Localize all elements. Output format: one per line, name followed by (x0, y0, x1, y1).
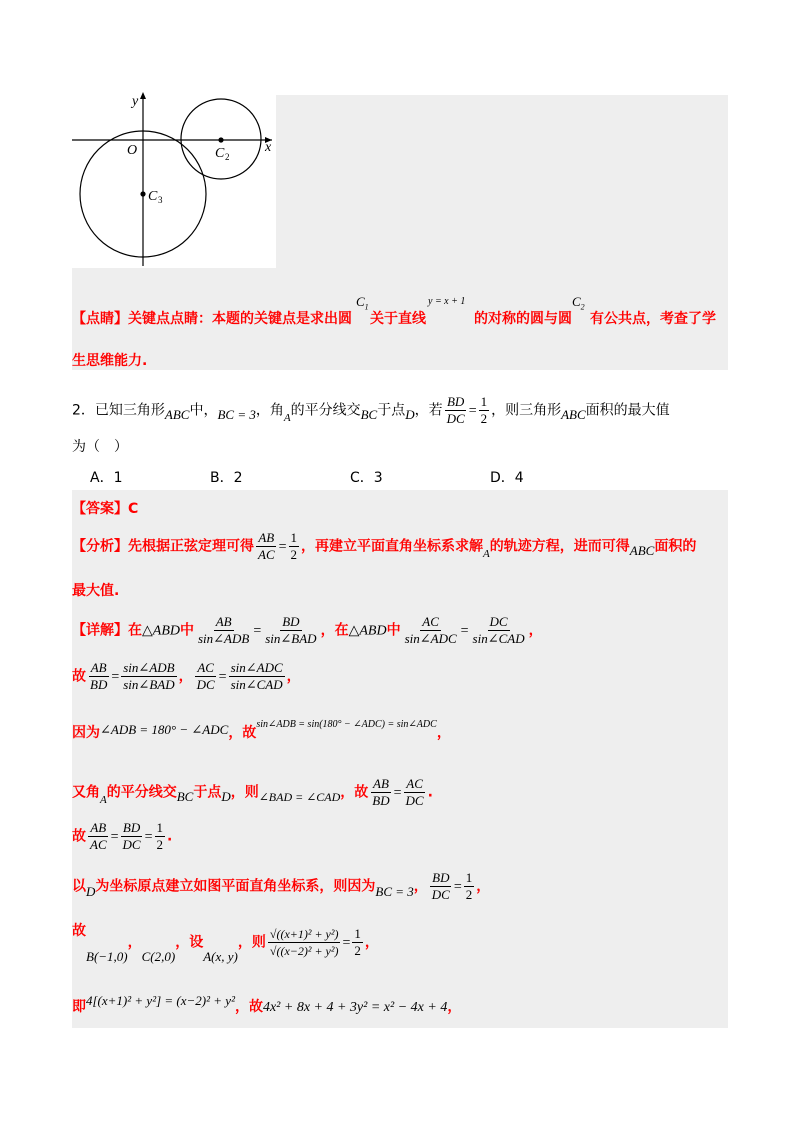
detail-row-7-math: B(−1,0)，C(2,0)，设A(x, y)，则 $\frac{\text{√((x+1)² + y²)}}{\text{√((x−2)² + y²)}}$ = $\frac{1}{2}$ ， (86, 926, 379, 964)
answer-value: C (128, 501, 139, 517)
note-line-eq: y = x + 1 (428, 296, 466, 307)
figure-svg (72, 88, 276, 268)
x-axis-label: x (265, 140, 272, 155)
answer-tag: 【答案】 (72, 501, 128, 517)
detail-tag: 【详解】 (72, 622, 128, 639)
y-axis-arrow (140, 92, 146, 99)
note-line-1 (72, 308, 352, 328)
note-text-a: 关键点点睛：本题的关键点是求出圆 (128, 311, 352, 327)
c2-label: C (215, 146, 225, 161)
detail-row-6: 以D为坐标原点建立如图平面直角坐标系，则因为BC = 3， $\frac{BD}{DC}$ = $\frac{1}{2}$ ， (72, 870, 491, 902)
detail-row-1: 【详解】在△ABD中 $\frac{AB}{\text{sin∠ADB}}$ = $\frac{BD}{\text{sin∠BAD}}$ ，在△ABD中 $\frac{AC}{\text{sin∠ADC}}$ = $\frac{DC}{\text{sin∠CAD}}$ ， (72, 614, 543, 646)
note-text-b: 关于直线 (370, 311, 426, 327)
detail-row-8: 即4[(x+1)² + y²] = (x−2)² + y²，故4x² + 8x + 4 + 3y² = x² − 4x + 4， (72, 993, 462, 1015)
detail-row-3: 因为∠ADB = 180° − ∠ADC，故$^{sin\angle ADB = sin(180^\circ - \angle ADC) = sin\angle ADC}$， (72, 719, 451, 741)
question-line-1: 2．已知三角形ABC中，BC = 3，角$_A$的平分线交BC于点D，若 $\frac{BD}{DC}$ = $\frac{1}{2}$ ，则三角形ABC面积的最大值 (72, 394, 670, 426)
detail-row-4: 又角$_A$的平分线交BC于点D，则∠BAD = ∠CAD，故 $\frac{AB}{BD}$ = $\frac{AC}{DC}$ . (72, 776, 433, 808)
y-axis-label: y (132, 94, 139, 109)
center-c3-dot (140, 191, 145, 196)
circle-figure (72, 88, 276, 268)
note-c1: $C_1$ (356, 294, 369, 312)
analysis-line-1: 【分析】先根据正弦定理可得 $\frac{AB}{AC}$ = $\frac{1}{2}$ ，再建立平面直角坐标系求解$_A$的轨迹方程，进而可得ABC面积的 (72, 530, 697, 562)
option-b[interactable]: B．2 (210, 470, 243, 486)
detail-row-2: 故 $\frac{AB}{BD}$ = $\frac{\text{sin∠ADB}}{\text{sin∠BAD}}$ ， $\frac{AC}{DC}$ = $\frac{\text{sin∠ADC}}{\text{sin∠CAD}}$ ， (72, 660, 301, 692)
origin-label: O (127, 143, 138, 158)
note-tag: 【点睛】 (72, 311, 128, 327)
center-c2-dot (218, 137, 223, 142)
option-d[interactable]: D．4 (490, 470, 524, 486)
answer-line (72, 498, 138, 518)
note-line-2: 生思维能力. (72, 353, 148, 369)
question-line-2: 为（ ） (72, 439, 128, 455)
option-c[interactable]: C．3 (350, 470, 383, 486)
analysis-line-2: 最大值. (72, 583, 120, 599)
detail-row-5: 故 $\frac{AB}{AC}$ = $\frac{BD}{DC}$ = $\frac{1}{2}$ . (72, 820, 173, 852)
option-a[interactable]: A．1 (90, 470, 123, 486)
detail-row-7: 故 (72, 923, 86, 939)
c3-label: C (148, 189, 158, 204)
c3-label-sub: 3 (158, 195, 163, 205)
note-text-d: 有公共点，考查了学 (590, 311, 716, 327)
question-number: 2．已知三角形 (72, 402, 165, 419)
note-c2: $C_2$ (572, 294, 585, 312)
c2-label-sub: 2 (225, 152, 230, 162)
analysis-tag: 【分析】 (72, 538, 128, 555)
note-text-c: 的对称的圆与圆 (474, 311, 572, 327)
